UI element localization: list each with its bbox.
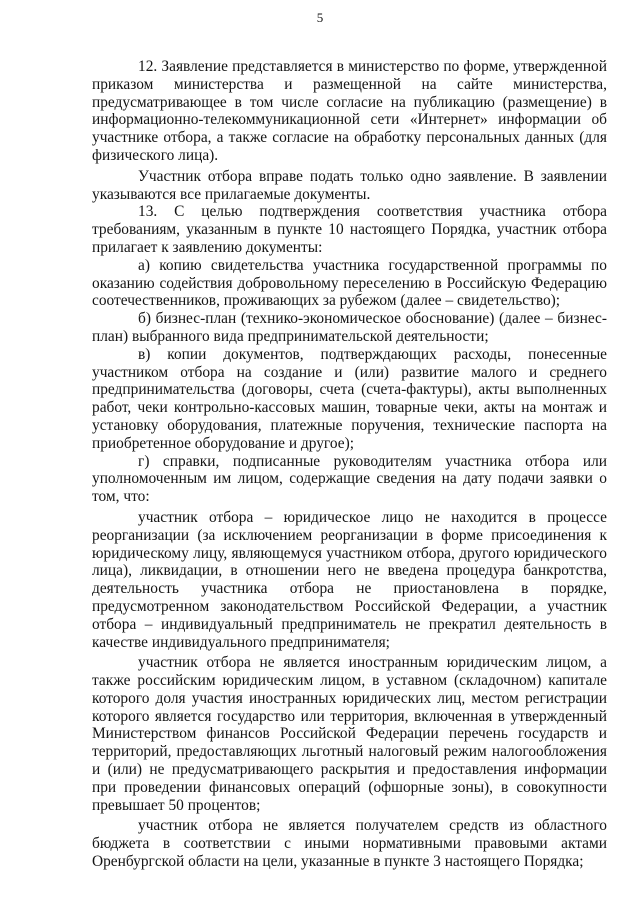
paragraph-13-documents: 13. С целью подтверждения соответствия участника отбора требованиям, указанным в пункте 10 настоящего Порядка, участник отбора прилагает к заявлению документы:: [92, 203, 607, 256]
list-item-b-business-plan: б) бизнес-план (технико-экономическое обоснование) (далее – бизнес-план) выбранного вида предпринимательской деятельности;: [92, 310, 607, 345]
paragraph-single-application: Участник отбора вправе подать только одно заявление. В заявлении указываются все прилагаемые документы.: [92, 167, 607, 203]
list-item-g-certificates: г) справки, подписанные руководителям участника отбора или уполномоченным им лицом, содержащие сведения на дату подачи заявки о том, что:: [92, 452, 607, 506]
condition-no-reorganization: участник отбора – юридическое лицо не находится в процессе реорганизации (за исключением реорганизации в форме присоединения к юридическому лицу, являющемуся участником отбора, другого юридического лица), ликвидации, в отношении него не введена процедура банкротства, деятельность участника отбора не приостановлена в порядке, предусмотренном законодательством Российской Федерации, а участник отбора – индивидуальный предприниматель не прекратил деятельность в качестве индивидуального предпринимателя;: [92, 508, 607, 651]
page-number: 5: [316, 10, 324, 25]
list-item-v-expense-documents: в) копии документов, подтверждающих расходы, понесенные участником отбора на создание и (или) развитие малого и среднего предпринимательства (договоры, счета (счета-фактуры), акты выполненных работ, чеки контрольно-кассовых машин, товарные чеки, акты на монтаж и установку оборудования, платежные поручения, технические паспорта на приобретенное оборудование и другое);: [92, 345, 607, 452]
condition-not-budget-recipient: участник отбора не является получателем средств из областного бюджета в соответствии с иными нормативными правовыми актами Оренбургской области на цели, указанные в пункте 3 настоящего Порядка;: [92, 817, 607, 871]
list-item-a-certificate: а) копию свидетельства участника государственной программы по оказанию содействия добровольному переселению в Российскую Федерацию соотечественников, проживающих за рубежом (далее – свидетельство);: [92, 256, 607, 310]
condition-not-foreign-entity: участник отбора не является иностранным юридическим лицом, а также российским юридическим лицом, в уставном (складочном) капитале которого доля участия иностранных юридических лиц, местом регистрации которого является государство или территория, включенная в утвержденный Министерством финансов Российской Федерации перечень государств и территорий, предоставляющих льготный налоговый режим налогообложения и (или) не предусматривающего раскрытия и предоставления информации при проведении финансовых операций (офшорные зоны), в совокупности превышает 50 процентов;: [92, 654, 607, 814]
paragraph-12-application: 12. Заявление представляется в министерство по форме, утвержденной приказом министерства и размещенной на сайте министерства, предусматривающее в том числе согласие на публикацию (размещение) в информационно-телекоммуникационной сети «Интернет» информации об участнике отбора, а также согласие на обработку персональных данных (для физического лица).: [92, 58, 607, 164]
document-body: [92, 58, 607, 871]
